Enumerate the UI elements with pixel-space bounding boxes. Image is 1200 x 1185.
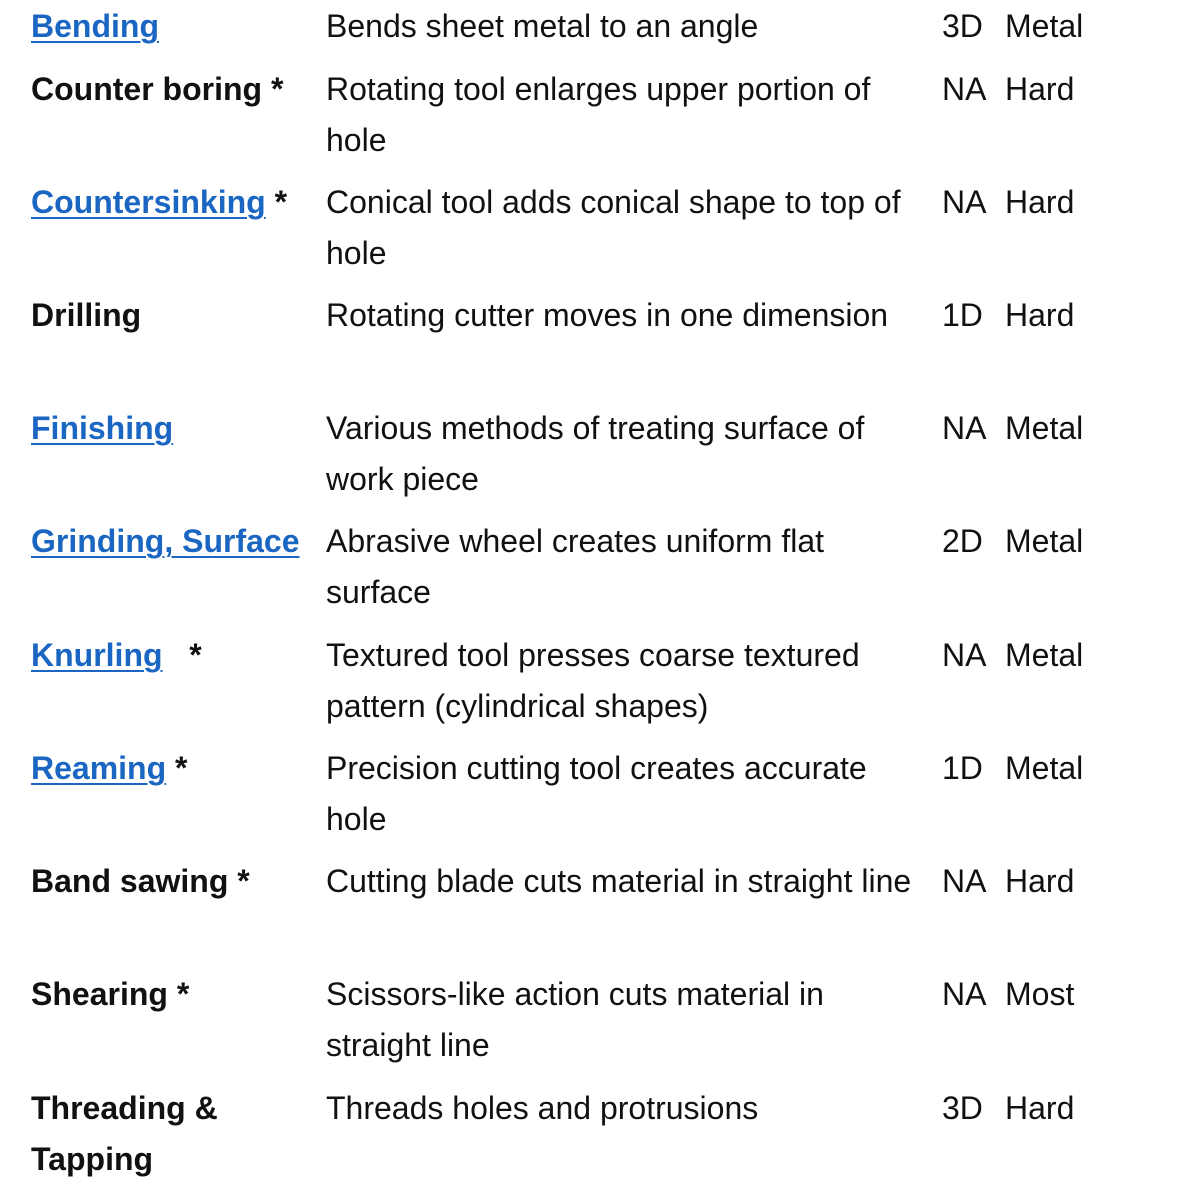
process-name-link[interactable]: Knurling	[31, 637, 163, 673]
process-name-cell	[31, 290, 321, 341]
asterisk-marker: *	[166, 750, 188, 786]
process-description: Precision cutting tool creates accurate hole	[326, 750, 867, 837]
process-material: Hard	[1005, 184, 1075, 220]
process-material: Hard	[1005, 863, 1075, 899]
process-name-cell	[31, 1, 321, 52]
process-name-link[interactable]: Bending	[31, 8, 159, 44]
process-dimension: NA	[942, 184, 987, 220]
process-dimension: 1D	[942, 297, 983, 333]
asterisk-marker: *	[265, 184, 288, 220]
process-material: Metal	[1005, 8, 1084, 44]
process-name-cell	[31, 630, 321, 681]
process-name-link[interactable]: Countersinking	[31, 184, 266, 220]
process-description: Abrasive wheel creates uniform flat surface	[326, 523, 824, 610]
process-name-cell	[31, 516, 321, 567]
process-name-cell	[31, 177, 321, 228]
process-description: Bends sheet metal to an angle	[326, 8, 759, 44]
process-material: Metal	[1005, 410, 1084, 446]
process-description: Cutting blade cuts material in straight line	[326, 863, 912, 899]
process-material: Hard	[1005, 1090, 1075, 1126]
process-description: Conical tool adds conical shape to top of hole	[326, 184, 901, 271]
process-dimension: 1D	[942, 750, 983, 786]
process-material: Hard	[1005, 297, 1075, 333]
process-dimension: NA	[942, 410, 987, 446]
process-description: Rotating cutter moves in one dimension	[326, 297, 889, 333]
process-description: Scissors-like action cuts material in straight line	[326, 976, 824, 1063]
asterisk-marker: *	[228, 863, 250, 899]
process-name-cell	[31, 969, 321, 1020]
process-name: Band sawing	[31, 863, 229, 899]
process-dimension: NA	[942, 863, 987, 899]
process-dimension: 3D	[942, 1090, 983, 1126]
process-name-link[interactable]: Grinding, Surface	[31, 523, 300, 559]
process-name-cell	[31, 856, 321, 907]
process-material: Hard	[1005, 71, 1075, 107]
asterisk-marker: *	[262, 71, 284, 107]
process-material: Metal	[1005, 750, 1084, 786]
process-dimension: 3D	[942, 8, 983, 44]
process-name-cell	[31, 64, 321, 115]
process-name-cell	[31, 1083, 321, 1185]
process-dimension: NA	[942, 976, 987, 1012]
process-name-cell	[31, 743, 321, 794]
process-name: Drilling	[31, 297, 142, 333]
process-material: Most	[1005, 976, 1075, 1012]
process-material: Metal	[1005, 523, 1084, 559]
process-description: Various methods of treating surface of work piece	[326, 410, 865, 497]
process-material: Metal	[1005, 637, 1084, 673]
process-name: Threading & Tapping	[31, 1090, 218, 1177]
process-name: Counter boring	[31, 71, 263, 107]
process-dimension: 2D	[942, 523, 983, 559]
process-name-link[interactable]: Reaming	[31, 750, 167, 786]
process-name-link[interactable]: Finishing	[31, 410, 174, 446]
asterisk-marker: *	[167, 976, 190, 1012]
process-name-cell	[31, 403, 321, 454]
process-dimension: NA	[942, 71, 987, 107]
process-description: Rotating tool enlarges upper portion of hole	[326, 71, 871, 158]
process-dimension: NA	[942, 637, 987, 673]
process-description: Textured tool presses coarse textured pattern (cylindrical shapes)	[326, 637, 860, 724]
asterisk-marker: *	[162, 637, 202, 673]
process-name: Shearing	[31, 976, 168, 1012]
process-description: Threads holes and protrusions	[326, 1090, 759, 1126]
